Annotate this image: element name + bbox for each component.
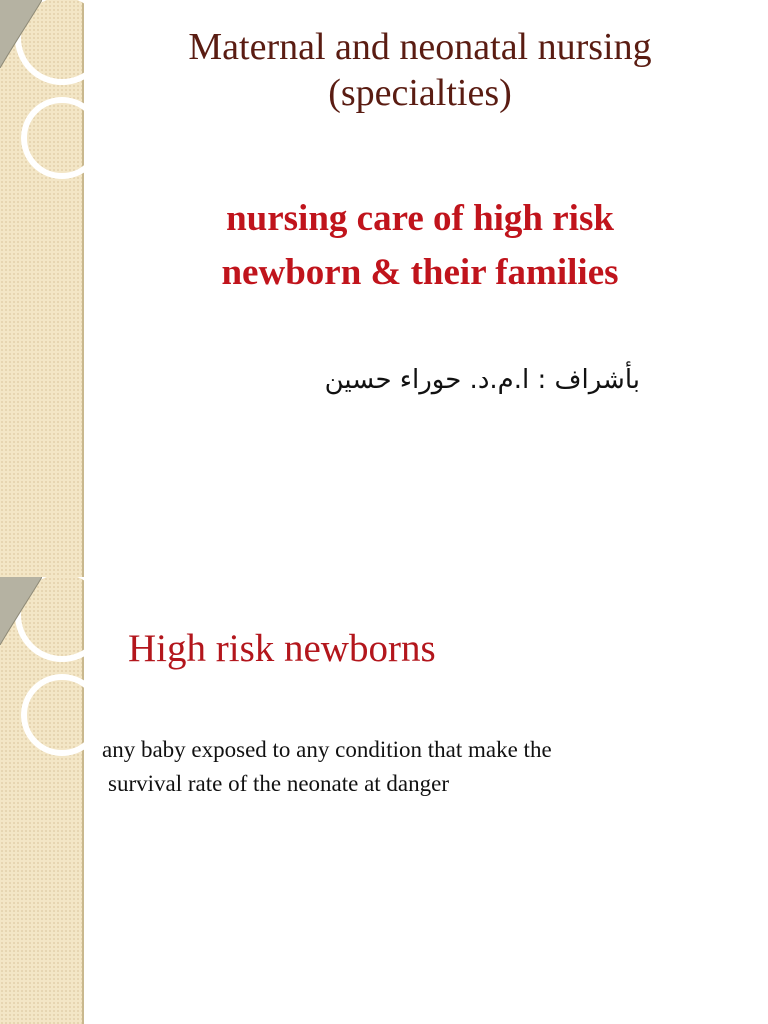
definition-line-1: any baby exposed to any condition that make the: [102, 737, 552, 762]
topic-title-line-2: newborn & their families: [221, 252, 619, 293]
page-corner-fold: [0, 577, 42, 645]
slide-2: [0, 577, 768, 1024]
topic-title-line-1: nursing care of high risk: [226, 198, 614, 239]
page-corner-fold: [0, 0, 42, 68]
definition-text: [102, 733, 752, 801]
course-title-line-1: Maternal and neonatal nursing: [188, 26, 652, 68]
slide-heading: High risk newborns: [128, 627, 436, 670]
definition-line-2: survival rate of the neonate at danger: [108, 771, 450, 796]
course-title-line-2: (specialties): [328, 72, 512, 114]
supervisor-line: بأشراف : ا.م.د. حوراء حسين: [324, 365, 640, 395]
topic-title: [100, 192, 740, 300]
course-title: [100, 24, 740, 116]
